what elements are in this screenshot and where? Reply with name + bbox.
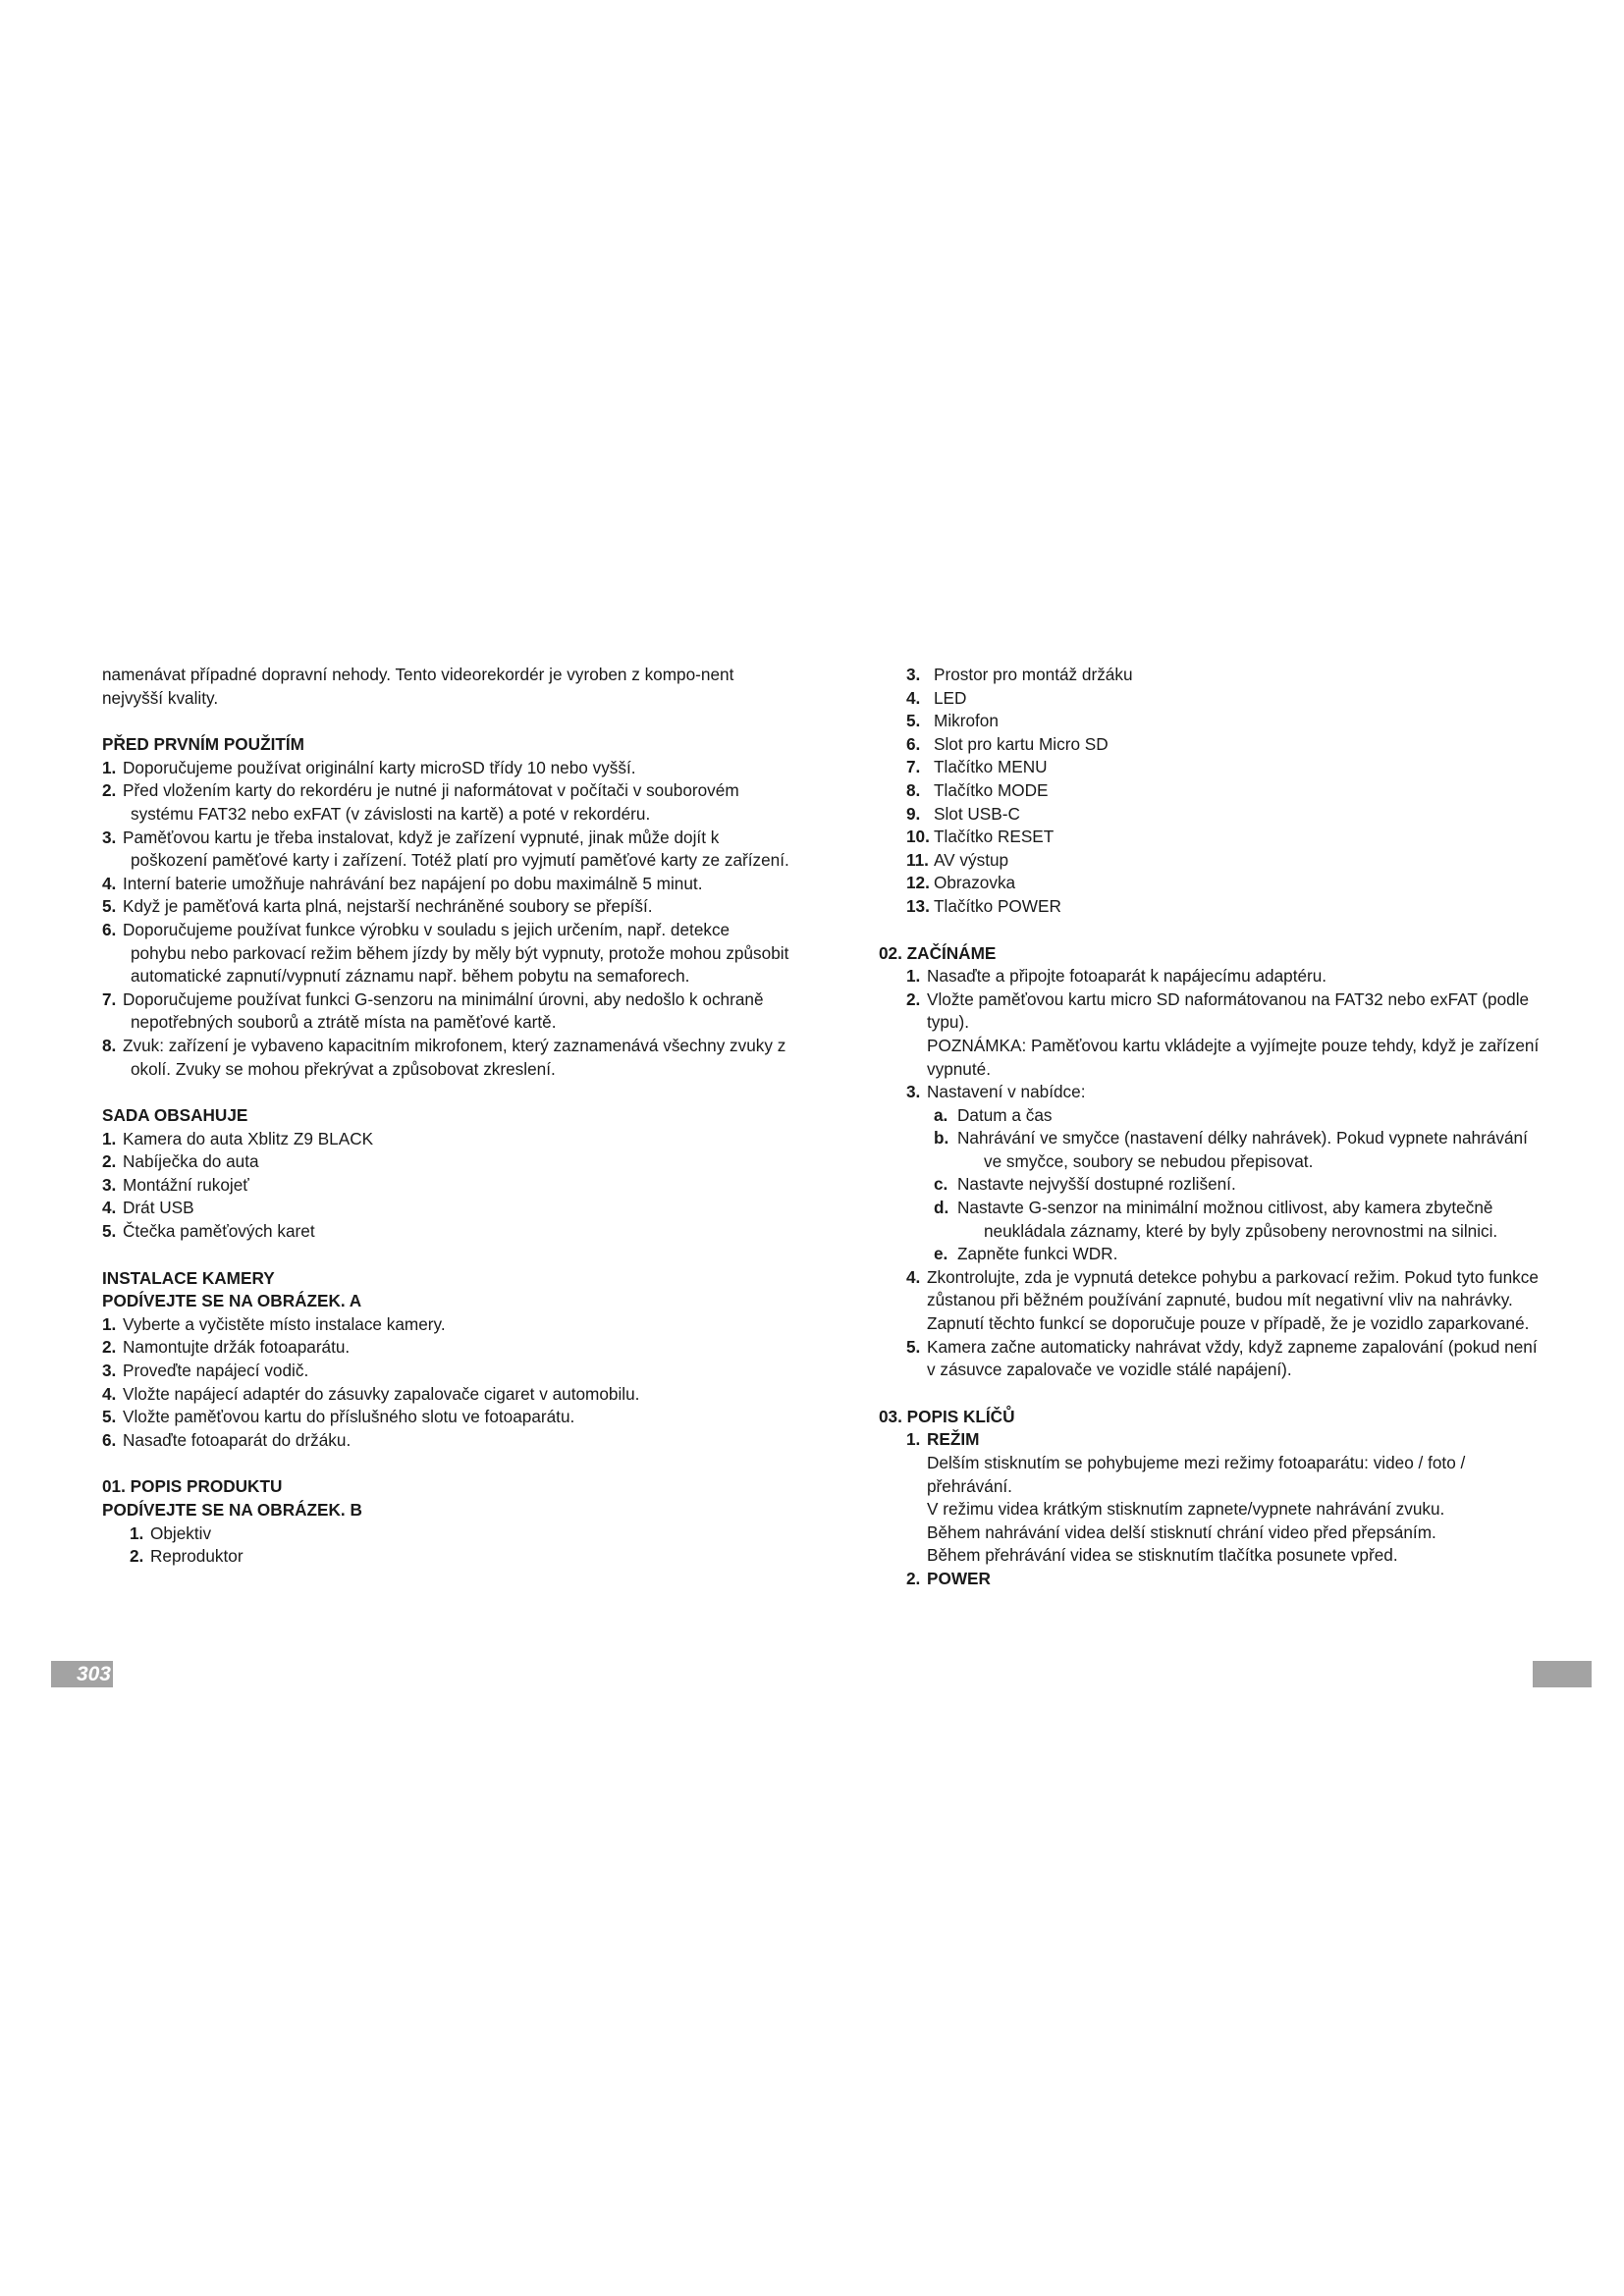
list-number: 2. xyxy=(906,988,921,1009)
list-text: Vyberte a vyčistěte místo instalace kamery. xyxy=(123,1313,446,1334)
product-list-continued xyxy=(879,664,1546,919)
list-text: Vložte paměťovou kartu micro SD naformátovanou na FAT32 nebo exFAT (podle typu). xyxy=(927,988,1530,1033)
list-number: 12. xyxy=(906,873,930,893)
list-letter: a. xyxy=(934,1104,948,1125)
right-column xyxy=(879,664,1546,1615)
list-text: Montážní rukojeť xyxy=(123,1174,249,1195)
paragraph: Během přehrávání videa se stisknutím tlačítka posunete vpřed. xyxy=(927,1545,1398,1566)
list-item xyxy=(102,988,789,1035)
key-description xyxy=(927,1452,1546,1568)
key-title: POWER xyxy=(927,1568,991,1588)
sub-list-item xyxy=(934,1173,1546,1197)
intro-paragraph: namenávat případné dopravní nehody. Tento videorekordér je vyroben z kompo-nent nejvyšší kvality. xyxy=(102,665,734,708)
list-item xyxy=(906,779,1546,803)
list-letter: b. xyxy=(934,1128,949,1148)
list-item xyxy=(906,1266,1546,1336)
list-text: Doporučujeme používat funkci G-senzoru na minimální úrovni, aby nedošlo k ochraně nepotřebných souborů a ztrátě místa na paměťové kartě. xyxy=(123,988,764,1033)
list-number: 5. xyxy=(906,1336,921,1357)
list-text: Mikrofon xyxy=(934,711,999,731)
list-number: 4. xyxy=(102,1198,117,1218)
list-number: 10. xyxy=(906,827,930,847)
sub-list-item xyxy=(934,1243,1546,1266)
list-text: Interní baterie umožňuje nahrávání bez napájení po dobu maximálně 5 minut. xyxy=(123,873,703,893)
list-text: Vložte napájecí adaptér do zásuvky zapalovače cigaret v automobilu. xyxy=(123,1383,640,1404)
list-text: Nastavení v nabídce: xyxy=(927,1082,1086,1102)
list-item xyxy=(102,873,789,896)
list-item xyxy=(102,1360,789,1383)
list-number: 3. xyxy=(102,827,117,847)
sub-list xyxy=(934,1104,1546,1266)
section-heading: SADA OBSAHUJE xyxy=(102,1105,248,1126)
list-number: 5. xyxy=(906,711,921,731)
list-item xyxy=(102,1336,789,1360)
list-number: 3. xyxy=(906,1082,921,1102)
list-number: 9. xyxy=(906,803,921,824)
list-number: 4. xyxy=(906,1266,921,1287)
list-number: 2. xyxy=(102,1337,117,1358)
list-text: Kamera do auta Xblitz Z9 BLACK xyxy=(123,1128,374,1148)
section-heading: 01. POPIS PRODUKTU xyxy=(102,1476,283,1497)
list-number: 4. xyxy=(102,873,117,893)
list-letter: c. xyxy=(934,1174,948,1195)
list-number: 2. xyxy=(130,1546,144,1567)
list-text: Obrazovka xyxy=(934,873,1016,893)
list-text: Proveďte napájecí vodič. xyxy=(123,1361,309,1381)
page-number: 303 xyxy=(51,1661,113,1687)
list-number: 8. xyxy=(906,779,921,800)
list-text: Slot pro kartu Micro SD xyxy=(934,733,1109,754)
list-text: Slot USB-C xyxy=(934,803,1020,824)
left-column xyxy=(102,664,789,1592)
list-number: 3. xyxy=(102,1174,117,1195)
list-number: 3. xyxy=(102,1361,117,1381)
list-text: LED xyxy=(934,687,967,708)
sub-list-item xyxy=(934,1104,1546,1128)
list-number: 7. xyxy=(102,988,117,1009)
section-install xyxy=(102,1267,789,1453)
list-text: Tlačítko RESET xyxy=(934,827,1055,847)
sub-list-item xyxy=(934,1127,1546,1173)
list-text: Objektiv xyxy=(150,1522,212,1543)
list-item xyxy=(906,803,1546,827)
list-text: Zapněte funkci WDR. xyxy=(957,1244,1118,1264)
list-item xyxy=(102,1406,789,1429)
sub-list-item xyxy=(934,1197,1546,1243)
list-item xyxy=(102,1128,789,1151)
section-heading: INSTALACE KAMERY xyxy=(102,1267,275,1288)
section-package xyxy=(102,1104,789,1244)
list-number: 4. xyxy=(102,1383,117,1404)
list-number: 1. xyxy=(102,1313,117,1334)
list-number: 5. xyxy=(102,1221,117,1242)
list-item xyxy=(102,757,789,780)
section-subheading: PODÍVEJTE SE NA OBRÁZEK. B xyxy=(102,1500,362,1520)
list-number: 6. xyxy=(906,733,921,754)
list-number: 13. xyxy=(906,895,930,916)
list-number: 2. xyxy=(102,780,117,801)
list-item xyxy=(906,664,1546,687)
section-subheading: PODÍVEJTE SE NA OBRÁZEK. A xyxy=(102,1291,362,1311)
list-item xyxy=(102,919,789,988)
list-item xyxy=(906,733,1546,757)
list-number: 1. xyxy=(906,966,921,987)
list-number: 1. xyxy=(102,757,117,777)
list-item xyxy=(102,1429,789,1453)
list-text: Nastavte nejvyšší dostupné rozlišení. xyxy=(957,1174,1236,1195)
list-number: 5. xyxy=(102,1407,117,1427)
list-text: Nasaďte a připojte fotoaparát k napájecímu adaptéru. xyxy=(927,966,1327,987)
list-item xyxy=(906,1336,1546,1382)
list-item xyxy=(906,872,1546,895)
list-number: 4. xyxy=(906,687,921,708)
page-marker-bar xyxy=(1533,1661,1592,1687)
paragraph: V režimu videa krátkým stisknutím zapnete/vypnete nahrávání zvuku. xyxy=(927,1499,1445,1520)
list-item xyxy=(906,965,1546,988)
list-item xyxy=(102,779,789,826)
list-number: 8. xyxy=(102,1035,117,1055)
list-number: 2. xyxy=(102,1151,117,1172)
list-text: Tlačítko MENU xyxy=(934,757,1048,777)
list-number: 11. xyxy=(906,849,929,870)
paragraph: Delším stisknutím se pohybujeme mezi režimy fotoaparátu: video / foto / přehrávání. xyxy=(927,1453,1466,1496)
section-keys xyxy=(879,1406,1546,1591)
list-item xyxy=(102,1197,789,1220)
list-item xyxy=(102,1220,789,1244)
paragraph: Během nahrávání videa delší stisknutí chrání video před přepsáním. xyxy=(927,1522,1436,1542)
list-item xyxy=(102,895,789,919)
section-product xyxy=(102,1475,789,1568)
key-title: REŽIM xyxy=(927,1429,980,1450)
section-heading: 03. POPIS KLÍČŮ xyxy=(879,1406,1015,1426)
list-item xyxy=(906,1568,1546,1591)
list-text: Zvuk: zařízení je vybaveno kapacitním mikrofonem, který zaznamenává všechny zvuky z okolí. Zvuky se mohou překrývat a způsobovat zkreslení. xyxy=(123,1035,786,1079)
list-text: AV výstup xyxy=(934,849,1009,870)
list-text: Doporučujeme používat originální karty microSD třídy 10 nebo vyšší. xyxy=(123,757,636,777)
list-item xyxy=(906,849,1546,873)
list-item xyxy=(906,826,1546,849)
list-text: Reproduktor xyxy=(150,1546,244,1567)
list-text: Nasaďte fotoaparát do držáku. xyxy=(123,1429,352,1450)
list-text: Kamera začne automaticky nahrávat vždy, když zapneme zapalování (pokud není v zásuvce zapalovače ve vozidle stálé napájení). xyxy=(927,1336,1538,1380)
list-number: 7. xyxy=(906,757,921,777)
list-text: Tlačítko POWER xyxy=(934,895,1061,916)
list-item xyxy=(102,1150,789,1174)
list-item xyxy=(102,1313,789,1337)
list-item xyxy=(906,756,1546,779)
list-item xyxy=(906,710,1546,733)
list-number: 6. xyxy=(102,1429,117,1450)
section-heading: 02. ZAČÍNÁME xyxy=(879,942,997,963)
section-heading: PŘED PRVNÍM POUŽITÍM xyxy=(102,734,304,755)
section-first-use xyxy=(102,733,789,1081)
list-item xyxy=(906,895,1546,919)
list-item xyxy=(102,1383,789,1407)
list-item xyxy=(130,1545,789,1569)
list-number: 5. xyxy=(102,896,117,917)
list-number: 3. xyxy=(906,665,921,684)
list-number: 1. xyxy=(906,1429,921,1450)
list-number: 2. xyxy=(906,1568,921,1588)
list-text: Nabíječka do auta xyxy=(123,1151,259,1172)
section-start xyxy=(879,942,1546,1382)
list-item xyxy=(102,1035,789,1081)
list-item xyxy=(906,1081,1546,1104)
note-text: POZNÁMKA: Paměťovou kartu vkládejte a vyjímejte pouze tehdy, když je zařízení vypnuté. xyxy=(927,1035,1540,1079)
list-text: Vložte paměťovou kartu do příslušného slotu ve fotoaparátu. xyxy=(123,1407,575,1427)
list-text: Tlačítko MODE xyxy=(934,779,1049,800)
list-text: Datum a čas xyxy=(957,1104,1053,1125)
list-text: Drát USB xyxy=(123,1198,194,1218)
list-number: 6. xyxy=(102,919,117,939)
list-text: Před vložením karty do rekordéru je nutné ji naformátovat v počítači v souborovém systému FAT32 nebo exFAT (v závislosti na kartě) a poté v rekordéru. xyxy=(123,780,739,824)
list-letter: d. xyxy=(934,1198,949,1218)
list-text: Prostor pro montáž držáku xyxy=(934,665,1133,684)
list-item xyxy=(102,827,789,873)
list-number: 1. xyxy=(102,1128,117,1148)
list-item xyxy=(906,687,1546,711)
list-number: 1. xyxy=(130,1522,144,1543)
list-text: Když je paměťová karta plná, nejstarší nechráněné soubory se přepíší. xyxy=(123,896,653,917)
list-letter: e. xyxy=(934,1244,948,1264)
list-item xyxy=(906,988,1546,1081)
list-text: Nahrávání ve smyčce (nastavení délky nahrávek). Pokud vypnete nahrávání ve smyčce, soubory se nebudou přepisovat. xyxy=(957,1128,1528,1171)
list-item xyxy=(130,1522,789,1546)
list-item xyxy=(102,1174,789,1198)
list-text: Paměťovou kartu je třeba instalovat, když je zařízení vypnuté, jinak může dojít k poškození paměťové karty i zařízení. Totéž platí pro vyjmutí paměťové karty ze zařízení. xyxy=(123,827,789,871)
list-text: Nastavte G-senzor na minimální možnou citlivost, aby kamera zbytečně neukládala záznamy, které by byly způsobeny nerovnostmi na silnici. xyxy=(957,1198,1498,1241)
list-text: Čtečka paměťových karet xyxy=(123,1221,315,1242)
list-text: Doporučujeme používat funkce výrobku v souladu s jejich určením, např. detekce pohybu nebo parkovací režim během jízdy by měly být vypnuty, protože mohou způsobit automatické zapnutí/vypnutí záznamu např. během pobytu na semaforech. xyxy=(123,919,789,987)
list-text: Zkontrolujte, zda je vypnutá detekce pohybu a parkovací režim. Pokud tyto funkce zůstanou při běžném používání zapnuté, budou mít negativní vliv na nahrávky. Zapnutí těchto funkcí se doporučuje pouze v případě, že je vozidlo zaparkované. xyxy=(927,1266,1539,1334)
list-text: Namontujte držák fotoaparátu. xyxy=(123,1337,351,1358)
list-item xyxy=(906,1428,1546,1452)
